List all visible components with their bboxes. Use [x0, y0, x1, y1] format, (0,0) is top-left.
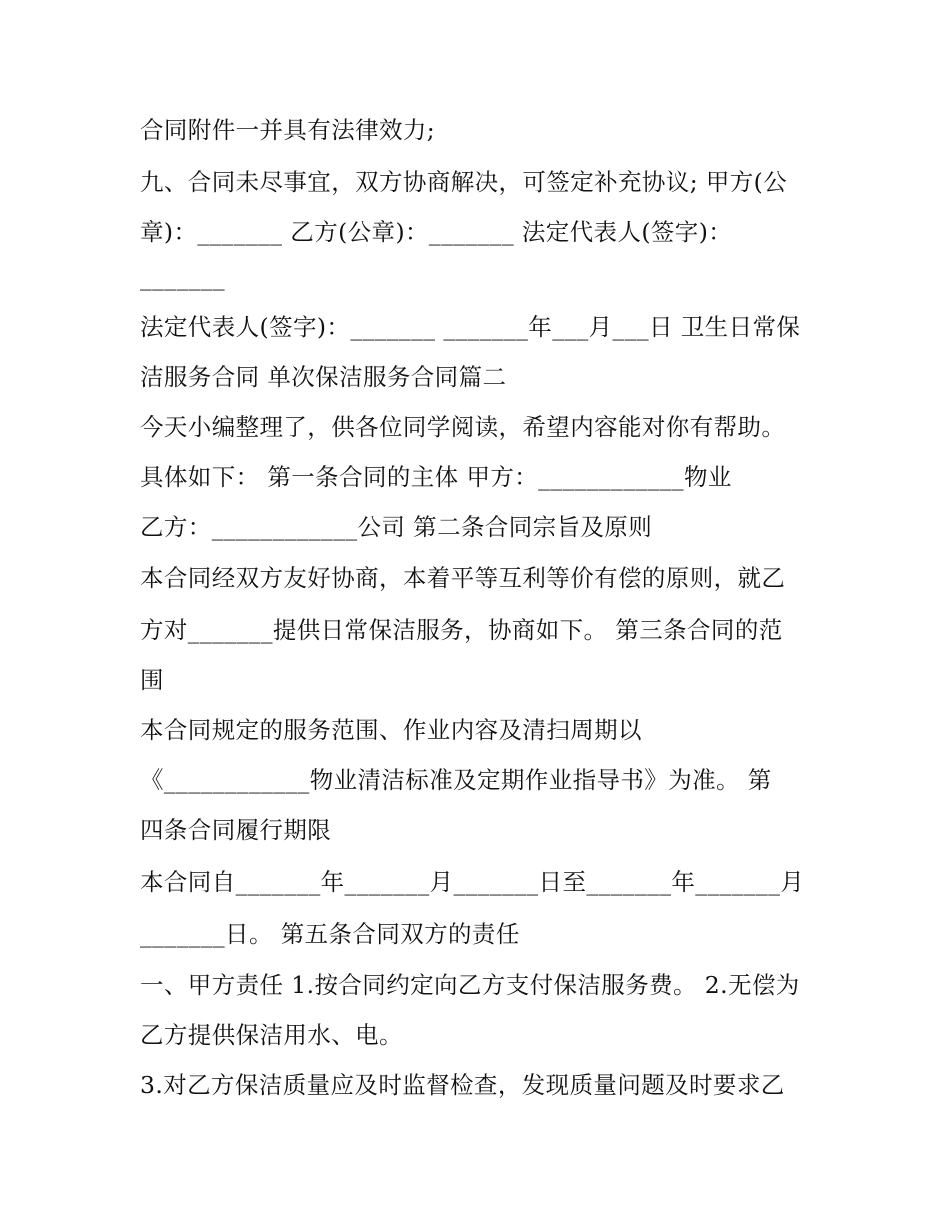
text-line: 洁服务合同 单次保洁服务合同篇二	[140, 363, 507, 391]
text-line: 今天小编整理了，供各位同学阅读，希望内容能对你有帮助。	[140, 413, 786, 441]
text-line: 本合同自_______年_______月_______日至_______年_______月	[140, 868, 805, 896]
text-line: 乙方提供保洁用水、电。	[140, 1021, 403, 1049]
text-line: 合同附件一并具有法律效力;	[140, 116, 436, 144]
text-line: 具体如下： 第一条合同的主体 甲方：____________物业	[140, 463, 732, 491]
text-line: 《____________物业清洁标准及定期作业指导书》为准。 第	[140, 766, 772, 794]
text-line: 一、甲方责任 1.按合同约定向乙方支付保洁服务费。 2.无偿为	[140, 971, 800, 999]
text-line: 四条合同履行期限	[140, 816, 332, 844]
text-line: 九、合同未尽事宜，双方协商解决，可签定补充协议; 甲方(公	[140, 168, 788, 196]
text-line: 法定代表人(签字)：_______ _______年___月___日 卫生日常保	[140, 313, 801, 341]
text-line: 章)：_______ 乙方(公章)：_______ 法定代表人(签字)：	[140, 218, 733, 246]
text-line: 乙方：____________公司 第二条合同宗旨及原则	[140, 513, 653, 541]
text-line: 方对_______提供日常保洁服务，协商如下。 第三条合同的范	[140, 616, 783, 644]
text-line: 本合同规定的服务范围、作业内容及清扫周期以	[140, 716, 642, 744]
text-line: _______	[140, 263, 226, 291]
text-line: 本合同经双方友好协商，本着平等互利等价有偿的原则，就乙	[140, 564, 786, 592]
text-line: _______日。 第五条合同双方的责任	[140, 920, 520, 948]
text-line: 3.对乙方保洁质量应及时监督检查，发现质量问题及时要求乙	[140, 1071, 785, 1099]
text-line: 围	[140, 666, 164, 694]
